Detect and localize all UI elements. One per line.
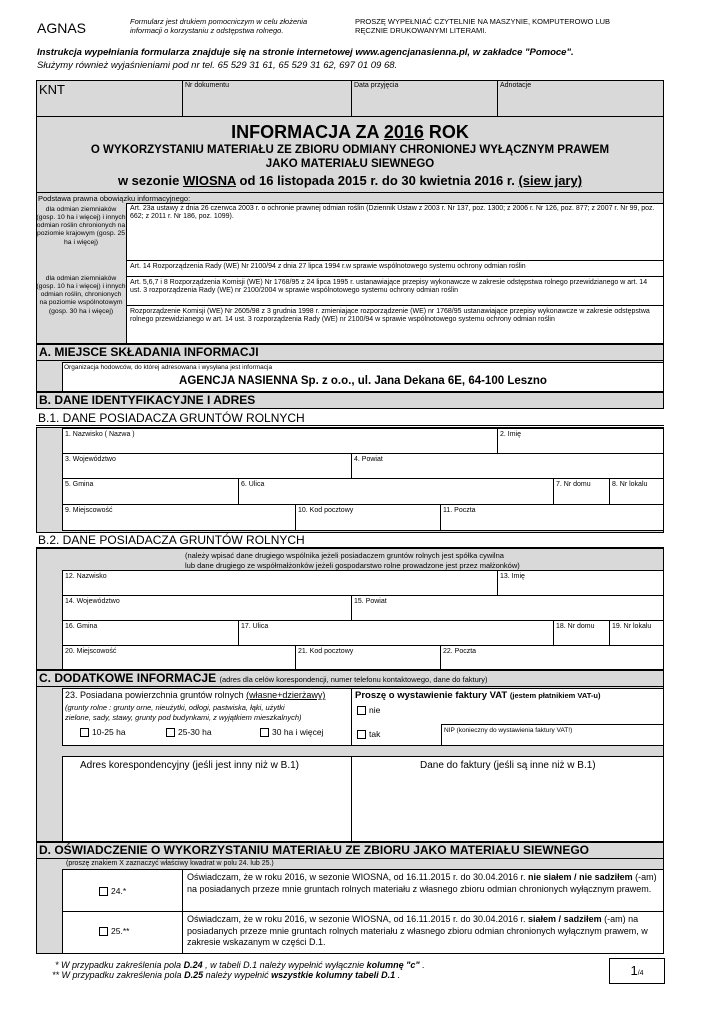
b2-postal-code[interactable]: 21. Kod pocztowy: [295, 645, 441, 670]
document-number-label: Nr dokumentu: [185, 82, 229, 89]
instruction-text: Instrukcja wypełniania formularza znajduje się na stronie internetowej www.agencjanasienna.pl, w zakładce "Pomoce".: [37, 47, 574, 58]
footnote-2: ** W przypadku zakreślenia pola D.25 należy wypełnić wszystkie kolumny tabeli D.1 .: [52, 970, 401, 980]
b2-street[interactable]: 17. Ulica: [238, 620, 554, 646]
legal-right-1: Art. 23a ustawy z dnia 26 czerwca 2003 r. o ochronie prawnej odmian roślin (Dziennik Ustaw z 2003 r. Nr 137, poz. 1300; z 2006 r. Nr 126, poz. 877; z 2007 r. Nr 99, poz. 662; z 2011 r. Nr 186, poz. 1099).: [126, 203, 664, 261]
b1-surname[interactable]: 1. Nazwisko ( Nazwa ): [62, 428, 498, 454]
section-b-header: B. DANE IDENTYFIKACYJNE I ADRES: [36, 392, 664, 409]
legal-right-2c: Rozporządzenie Komisji (WE) Nr 2605/98 z 3 grudnia 1998 r. zmieniające rozporządzenie (WE) nr 1768/95 ustanawiające przepisy wykonawcze w zakresie odstępstwa rolnego przewidzianego w art. 14 ust. 3 rozporządzenia Rady (WE) nr 2100/94 w sprawie wspólnotowego systemu ochrony odmian roślin: [126, 305, 664, 344]
b2-county[interactable]: 15. Powiat: [351, 595, 664, 621]
legal-right-2b: Art. 5,6,7 i 8 Rozporządzenia Komisji (WE) Nr 1768/95 z 24 lipca 1995 r. ustanawiające przepisy wykonawcze w zakresie odstępstwa rolnego przewidzianego w art. 14 ust. 3 rozporządzenia Rady (WE) nr 2100/2004 w sprawie wspólnotowego systemu ochrony odmian roślin: [126, 276, 664, 306]
knt-label: KNT: [39, 82, 65, 97]
option-25-30[interactable]: 25-30 ha: [166, 727, 212, 737]
legal-left-1: dla odmian ziemniaków (gosp. 10 ha i więcej) i innych odmian roślin chronionych na poziomie krajowym (gosp. 25 ha i więcej): [36, 206, 126, 246]
brand: AGNAS: [37, 20, 87, 36]
annotations-label: Adnotacje: [500, 82, 532, 89]
b2-flat-number[interactable]: 19. Nr lokalu: [609, 620, 664, 646]
b1-voivodeship[interactable]: 3. Województwo: [62, 453, 352, 479]
field-23-note-2: zielone, sady, stawy, grunty pod budynkami, z wyjątkiem mieszkalnych): [65, 713, 302, 722]
vat-label: Proszę o wystawienie faktury VAT (jestem płatnikiem VAT-u): [355, 690, 601, 701]
checkbox-30-plus[interactable]: [260, 728, 269, 737]
section-a-label: Organizacja hodowców, do której adresowana i wysyłana jest informacja: [64, 364, 273, 371]
b1-street[interactable]: 6. Ulica: [238, 478, 554, 505]
page-number-box: [609, 958, 665, 984]
b2-header: B.2. DANE POSIADACZA GRUNTÓW ROLNYCH: [36, 533, 664, 548]
vat-yes-option[interactable]: tak: [357, 729, 380, 739]
checkbox-25[interactable]: [99, 927, 108, 936]
b1-first-name[interactable]: 2. Imię: [497, 428, 664, 454]
receipt-date-field[interactable]: [351, 80, 498, 117]
vat-no-option[interactable]: nie: [357, 705, 380, 715]
b2-note-2: lub dane drugiego ze współmałżonków jeżeli gospodarstwo rolne prowadzone jest przez małżonków): [185, 561, 520, 570]
legal-right-2a: Art. 14 Rozporządzenia Rady (WE) Nr 2100/94 z dnia 27 lipca 1994 r.w sprawie wspólnotowego systemu ochrony odmian roślin: [126, 260, 664, 277]
b2-town[interactable]: 20. Miejscowość: [62, 645, 296, 670]
field-25-option[interactable]: 25.**: [99, 926, 129, 936]
knt-field[interactable]: [36, 80, 183, 117]
legal-basis-label: Podstawa prawna obowiązku informacyjnego:: [38, 194, 191, 203]
section-c-note: (adres dla celów korespondencji, numer telefonu kontaktowego, dane do faktury): [219, 675, 488, 684]
field-24-option[interactable]: 24.*: [99, 886, 126, 896]
field-23-note-1: (grunty rolne : grunty orne, nieużytki, odłogi, pastwiska, łąki, użytki: [65, 703, 285, 712]
checkbox-25-30[interactable]: [166, 728, 175, 737]
title-year: 2016: [383, 122, 424, 142]
b1-commune[interactable]: 5. Gmina: [62, 478, 239, 505]
b1-postal-code[interactable]: 10. Kod pocztowy: [295, 504, 441, 531]
b2-first-name[interactable]: 13. Imię: [497, 570, 664, 596]
page-total: /4: [637, 970, 644, 977]
b2-surname[interactable]: 12. Nazwisko: [62, 570, 498, 596]
season-line: w sezonie WIOSNA od 16 listopada 2015 r. do 30 kwietnia 2016 r. (siew jary): [117, 173, 583, 188]
option-30-plus[interactable]: 30 ha i więcej: [260, 727, 324, 737]
document-number-field[interactable]: [182, 80, 352, 117]
b2-voivodeship[interactable]: 14. Województwo: [62, 595, 352, 621]
subtitle-2: JAKO MATERIAŁU SIEWNEGO: [265, 158, 435, 170]
b1-header: B.1. DANE POSIADACZA GRUNTÓW ROLNYCH: [36, 411, 664, 426]
checkbox-vat-no[interactable]: [357, 706, 366, 715]
checkbox-24[interactable]: [99, 887, 108, 896]
invoice-data-label: Dane do faktury (jeśli są inne niż w B.1): [420, 760, 596, 771]
checkbox-vat-yes[interactable]: [357, 730, 366, 739]
correspondence-address-label: Adres korespondencyjny (jeśli jest inny niż w B.1): [80, 760, 299, 771]
section-d-note: (proszę znakiem X zaznaczyć właściwy kwadrat w polu 24. lub 25.): [66, 860, 274, 867]
page-title: INFORMACJA ZA 2016 ROK: [231, 122, 469, 142]
field-23-label: 23. Posiadana powierzchnia gruntów rolnych (własne+dzierżawy): [65, 690, 326, 700]
b1-post-office[interactable]: 11. Poczta: [440, 504, 664, 531]
b2-commune[interactable]: 16. Gmina: [62, 620, 239, 646]
b2-note-1: (należy wpisać dane drugiego wspólnika jeżeli posiadaczem gruntów rolnych jest spółka cywilna: [185, 551, 504, 560]
header-note-left: Formularz jest drukiem pomocniczym w celu złożenia informacji o korzystaniu z odstępstwa rolnego.: [130, 17, 308, 35]
legal-left-2: dla odmian ziemniaków (gosp. 10 ha i więcej) i innych odmian roślin, chronionych na poziomie wspólnotowym (gosp. 30 ha i więcej): [36, 275, 126, 315]
annotations-field[interactable]: [497, 80, 664, 117]
subtitle-1: O WYKORZYSTANIU MATERIAŁU ZE ZBIORU ODMIANY CHRONIONEJ WYŁĄCZNYM PRAWEM: [90, 144, 610, 156]
phones-text: Służymy również wyjaśnieniami pod nr tel. 65 529 31 61, 65 529 31 62, 697 01 09 68.: [37, 60, 398, 71]
b2-post-office[interactable]: 22. Poczta: [440, 645, 664, 670]
b1-town[interactable]: 9. Miejscowość: [62, 504, 296, 531]
receipt-date-label: Data przyjęcia: [354, 82, 399, 89]
header-note-right: PROSZĘ WYPEŁNIAĆ CZYTELNIE NA MASZYNIE, KOMPUTEROWO LUB RĘCZNIE DRUKOWANYMI LITERAMI.: [355, 17, 611, 35]
b1-county[interactable]: 4. Powiat: [351, 453, 664, 479]
field-25-text: Oświadczam, że w roku 2016, w sezonie WIOSNA, od 16.11.2015 r. do 30.04.2016 r. siałem / sadziłem (-am) na posiadanych przeze mnie gruntach rolnych materiału z własnego zbioru odmian chronionych wyłącznym prawem, w zakresie wskazanym w części D.1.: [182, 911, 664, 954]
section-a-header: A. MIEJSCE SKŁADANIA INFORMACJI: [36, 344, 664, 361]
option-10-25[interactable]: 10-25 ha: [80, 727, 126, 737]
footnote-1: * W przypadku zakreślenia pola D.24 , w tabeli D.1 należy wypełnić wyłącznie kolumnę "c" .: [55, 960, 425, 970]
b1-house-number[interactable]: 7. Nr domu: [553, 478, 610, 505]
section-a-value: AGENCJA NASIENNA Sp. z o.o., ul. Jana Dekana 6E, 64-100 Leszno: [179, 375, 547, 387]
b2-house-number[interactable]: 18. Nr domu: [553, 620, 610, 646]
section-d-header: D. OŚWIADCZENIE O WYKORZYSTANIU MATERIAŁU ZE ZBIORU JAKO MATERIAŁU SIEWNEGO: [36, 842, 664, 859]
b1-flat-number[interactable]: 8. Nr lokalu: [609, 478, 664, 505]
checkbox-10-25[interactable]: [80, 728, 89, 737]
section-c-header: C. DODATKOWE INFORMACJE (adres dla celów korespondencji, numer telefonu kontaktowego, dane do faktury): [36, 670, 664, 687]
page-number: 1: [630, 963, 638, 978]
nip-field[interactable]: NIP (konieczny do wystawienia faktury VAT!): [441, 724, 664, 746]
field-24-text: Oświadczam, że w roku 2016, w sezonie WIOSNA, od 16.11.2015 r. do 30.04.2016 r. nie siałem / nie sadziłem (-am) na posiadanych przeze mnie gruntach rolnych materiału z własnego zbioru odmian chronionych wyłącznym prawem.: [182, 869, 664, 912]
